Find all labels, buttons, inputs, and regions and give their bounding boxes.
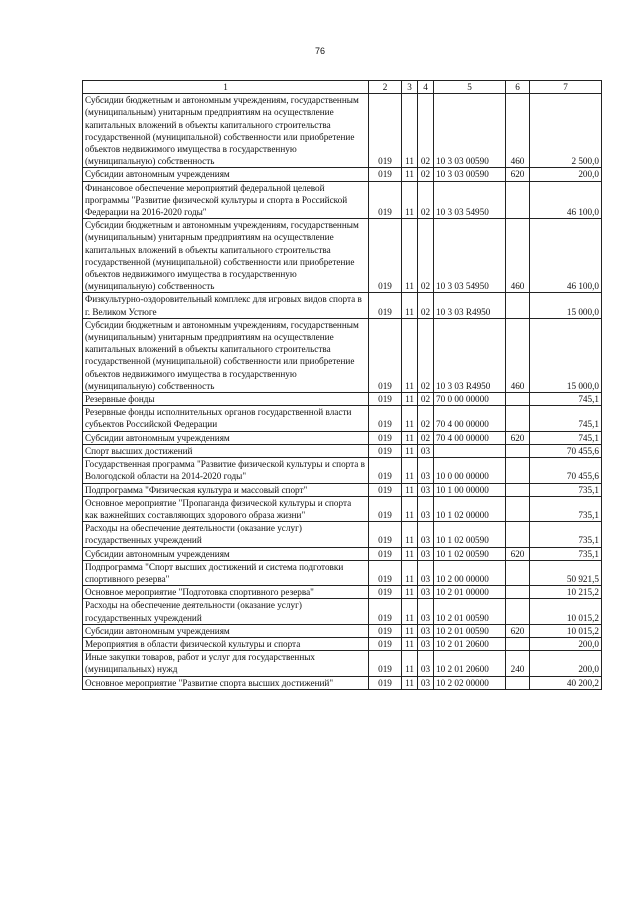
amount-cell: 745,1 [530,406,602,431]
grbs-cell: 019 [369,444,402,457]
amount-cell: 200,0 [530,651,602,676]
expense-type-cell: 620 [506,547,530,560]
header-cell-2: 2 [369,81,402,94]
table-row [83,293,602,318]
expense-type-cell: 460 [506,318,530,392]
expense-type-cell: 240 [506,651,530,676]
header-row [83,81,602,94]
grbs-cell: 019 [369,547,402,560]
name-cell: Резервные фонды [83,393,369,406]
section-cell: 11 [402,624,418,637]
name-cell: Основное мероприятие "Подготовка спортивного резерва" [83,586,369,599]
table-row [83,406,602,431]
grbs-cell: 019 [369,586,402,599]
expense-type-cell [506,586,530,599]
table-row [83,444,602,457]
header-cell-3: 3 [402,81,418,94]
subsection-cell: 02 [418,406,434,431]
amount-cell: 50 921,5 [530,560,602,585]
grbs-cell: 019 [369,560,402,585]
subsection-cell: 02 [418,293,434,318]
amount-cell: 200,0 [530,637,602,650]
page-number: 76 [314,46,325,56]
name-cell: Основное мероприятие "Пропаганда физической культуры и спорта как важнейших составляющих здорового образа жизни" [83,496,369,521]
target-article-cell [434,444,506,457]
name-cell: Субсидии автономным учреждениям [83,624,369,637]
section-cell: 11 [402,522,418,547]
target-article-cell: 10 1 02 00590 [434,522,506,547]
subsection-cell: 03 [418,651,434,676]
section-cell: 11 [402,393,418,406]
target-article-cell: 10 3 03 54950 [434,181,506,219]
subsection-cell: 02 [418,318,434,392]
expense-type-cell: 460 [506,94,530,168]
amount-cell: 15 000,0 [530,293,602,318]
section-cell: 11 [402,168,418,181]
expense-type-cell [506,522,530,547]
grbs-cell: 019 [369,637,402,650]
expense-type-cell: 460 [506,219,530,293]
expense-type-cell [506,560,530,585]
grbs-cell: 019 [369,181,402,219]
name-cell: Подпрограмма "Физическая культура и массовый спорт" [83,483,369,496]
name-cell: Иные закупки товаров, работ и услуг для государственных (муниципальных) нужд [83,651,369,676]
grbs-cell: 019 [369,293,402,318]
name-cell: Основное мероприятие "Развитие спорта высших достижений" [83,676,369,689]
amount-cell: 70 455,6 [530,444,602,457]
target-article-cell: 10 3 03 54950 [434,219,506,293]
name-cell: Мероприятия в области физической культуры и спорта [83,637,369,650]
amount-cell: 2 500,0 [530,94,602,168]
target-article-cell: 10 0 00 00000 [434,458,506,483]
table-row [83,219,602,293]
name-cell: Подпрограмма "Спорт высших достижений и система подготовки спортивного резерва" [83,560,369,585]
table-row [83,458,602,483]
table-body [83,81,602,690]
name-cell: Субсидии бюджетным и автономным учреждениям, государственным (муниципальным) унитарным предприятиям на осуществление капитальных вложений в объекты капитального строительства государственной (муниципальной) собственности или приобретение объектов недвижимого имущества в государственную (муниципальную) собственность [83,94,369,168]
amount-cell: 70 455,6 [530,458,602,483]
expense-type-cell [506,483,530,496]
target-article-cell: 10 3 03 00590 [434,94,506,168]
name-cell: Финансовое обеспечение мероприятий федеральной целевой программы "Развитие физической культуры и спорта в Российской Федерации на 2016-2020 годы" [83,181,369,219]
table-row [83,637,602,650]
grbs-cell: 019 [369,651,402,676]
section-cell: 11 [402,560,418,585]
subsection-cell: 02 [418,94,434,168]
table-row [83,483,602,496]
amount-cell: 15 000,0 [530,318,602,392]
grbs-cell: 019 [369,676,402,689]
target-article-cell: 10 3 03 R4950 [434,293,506,318]
target-article-cell: 10 2 00 00000 [434,560,506,585]
subsection-cell: 03 [418,458,434,483]
name-cell: Субсидии автономным учреждениям [83,168,369,181]
subsection-cell: 03 [418,560,434,585]
target-article-cell: 10 3 03 00590 [434,168,506,181]
target-article-cell: 10 2 02 00000 [434,676,506,689]
table-row [83,586,602,599]
table-row [83,168,602,181]
amount-cell: 200,0 [530,168,602,181]
section-cell: 11 [402,219,418,293]
table-row [83,431,602,444]
subsection-cell: 03 [418,496,434,521]
table-row [83,318,602,392]
table-row [83,94,602,168]
amount-cell: 10 015,2 [530,599,602,624]
amount-cell: 735,1 [530,483,602,496]
amount-cell: 735,1 [530,547,602,560]
grbs-cell: 019 [369,318,402,392]
section-cell: 11 [402,94,418,168]
target-article-cell: 70 0 00 00000 [434,393,506,406]
target-article-cell: 10 2 01 00590 [434,624,506,637]
subsection-cell: 03 [418,676,434,689]
expense-type-cell [506,676,530,689]
target-article-cell: 10 2 01 00590 [434,599,506,624]
target-article-cell: 10 2 01 20600 [434,651,506,676]
section-cell: 11 [402,676,418,689]
section-cell: 11 [402,496,418,521]
name-cell: Физкультурно-оздоровительный комплекс для игровых видов спорта в г. Великом Устюге [83,293,369,318]
section-cell: 11 [402,431,418,444]
name-cell: Расходы на обеспечение деятельности (оказание услуг) государственных учреждений [83,522,369,547]
grbs-cell: 019 [369,406,402,431]
section-cell: 11 [402,599,418,624]
grbs-cell: 019 [369,168,402,181]
section-cell: 11 [402,406,418,431]
target-article-cell: 10 2 01 00000 [434,586,506,599]
section-cell: 11 [402,318,418,392]
table-row [83,624,602,637]
grbs-cell: 019 [369,496,402,521]
target-article-cell: 10 1 02 00590 [434,547,506,560]
name-cell: Резервные фонды исполнительных органов государственной власти субъектов Российской Федерации [83,406,369,431]
header-cell-5: 5 [434,81,506,94]
budget-table [82,80,602,690]
subsection-cell: 03 [418,586,434,599]
table-row [83,547,602,560]
target-article-cell: 10 1 02 00000 [434,496,506,521]
table-row [83,496,602,521]
grbs-cell: 019 [369,458,402,483]
subsection-cell: 02 [418,431,434,444]
target-article-cell: 10 3 03 R4950 [434,318,506,392]
subsection-cell: 03 [418,522,434,547]
expense-type-cell [506,181,530,219]
grbs-cell: 019 [369,94,402,168]
expense-type-cell [506,458,530,483]
expense-type-cell [506,637,530,650]
grbs-cell: 019 [369,393,402,406]
amount-cell: 10 215,2 [530,586,602,599]
expense-type-cell: 620 [506,624,530,637]
subsection-cell: 03 [418,624,434,637]
section-cell: 11 [402,458,418,483]
amount-cell: 40 200,2 [530,676,602,689]
section-cell: 11 [402,293,418,318]
subsection-cell: 03 [418,483,434,496]
section-cell: 11 [402,586,418,599]
target-article-cell: 70 4 00 00000 [434,406,506,431]
expense-type-cell: 620 [506,431,530,444]
expense-type-cell [506,406,530,431]
amount-cell: 10 015,2 [530,624,602,637]
grbs-cell: 019 [369,219,402,293]
amount-cell: 745,1 [530,393,602,406]
subsection-cell: 02 [418,393,434,406]
subsection-cell: 02 [418,219,434,293]
table-row [83,181,602,219]
amount-cell: 735,1 [530,496,602,521]
amount-cell: 735,1 [530,522,602,547]
table-row [83,651,602,676]
grbs-cell: 019 [369,599,402,624]
target-article-cell: 10 1 00 00000 [434,483,506,496]
table-row [83,393,602,406]
expense-type-cell [506,599,530,624]
table-row [83,676,602,689]
subsection-cell: 03 [418,637,434,650]
expense-type-cell [506,444,530,457]
subsection-cell: 03 [418,547,434,560]
name-cell: Субсидии бюджетным и автономным учреждениям, государственным (муниципальным) унитарным предприятиям на осуществление капитальных вложений в объекты капитального строительства государственной (муниципальной) собственности или приобретение объектов недвижимого имущества в государственную (муниципальную) собственность [83,219,369,293]
header-cell-7: 7 [530,81,602,94]
grbs-cell: 019 [369,431,402,444]
grbs-cell: 019 [369,483,402,496]
grbs-cell: 019 [369,522,402,547]
section-cell: 11 [402,483,418,496]
section-cell: 11 [402,181,418,219]
section-cell: 11 [402,651,418,676]
target-article-cell: 70 4 00 00000 [434,431,506,444]
expense-type-cell: 620 [506,168,530,181]
header-cell-1: 1 [83,81,369,94]
amount-cell: 745,1 [530,431,602,444]
name-cell: Субсидии автономным учреждениям [83,547,369,560]
expense-type-cell [506,293,530,318]
table-row [83,522,602,547]
name-cell: Государственная программа "Развитие физической культуры и спорта в Вологодской области на 2014-2020 годы" [83,458,369,483]
header-cell-6: 6 [506,81,530,94]
table-row [83,560,602,585]
subsection-cell: 03 [418,599,434,624]
expense-type-cell [506,496,530,521]
name-cell: Субсидии бюджетным и автономным учреждениям, государственным (муниципальным) унитарным предприятиям на осуществление капитальных вложений в объекты капитального строительства государственной (муниципальной) собственности или приобретение объектов недвижимого имущества в государственную (муниципальную) собственность [83,318,369,392]
subsection-cell: 03 [418,444,434,457]
subsection-cell: 02 [418,168,434,181]
section-cell: 11 [402,444,418,457]
table-row [83,599,602,624]
target-article-cell: 10 2 01 20600 [434,637,506,650]
amount-cell: 46 100,0 [530,219,602,293]
grbs-cell: 019 [369,624,402,637]
header-cell-4: 4 [418,81,434,94]
section-cell: 11 [402,547,418,560]
name-cell: Расходы на обеспечение деятельности (оказание услуг) государственных учреждений [83,599,369,624]
name-cell: Спорт высших достижений [83,444,369,457]
expense-type-cell [506,393,530,406]
subsection-cell: 02 [418,181,434,219]
section-cell: 11 [402,637,418,650]
name-cell: Субсидии автономным учреждениям [83,431,369,444]
amount-cell: 46 100,0 [530,181,602,219]
